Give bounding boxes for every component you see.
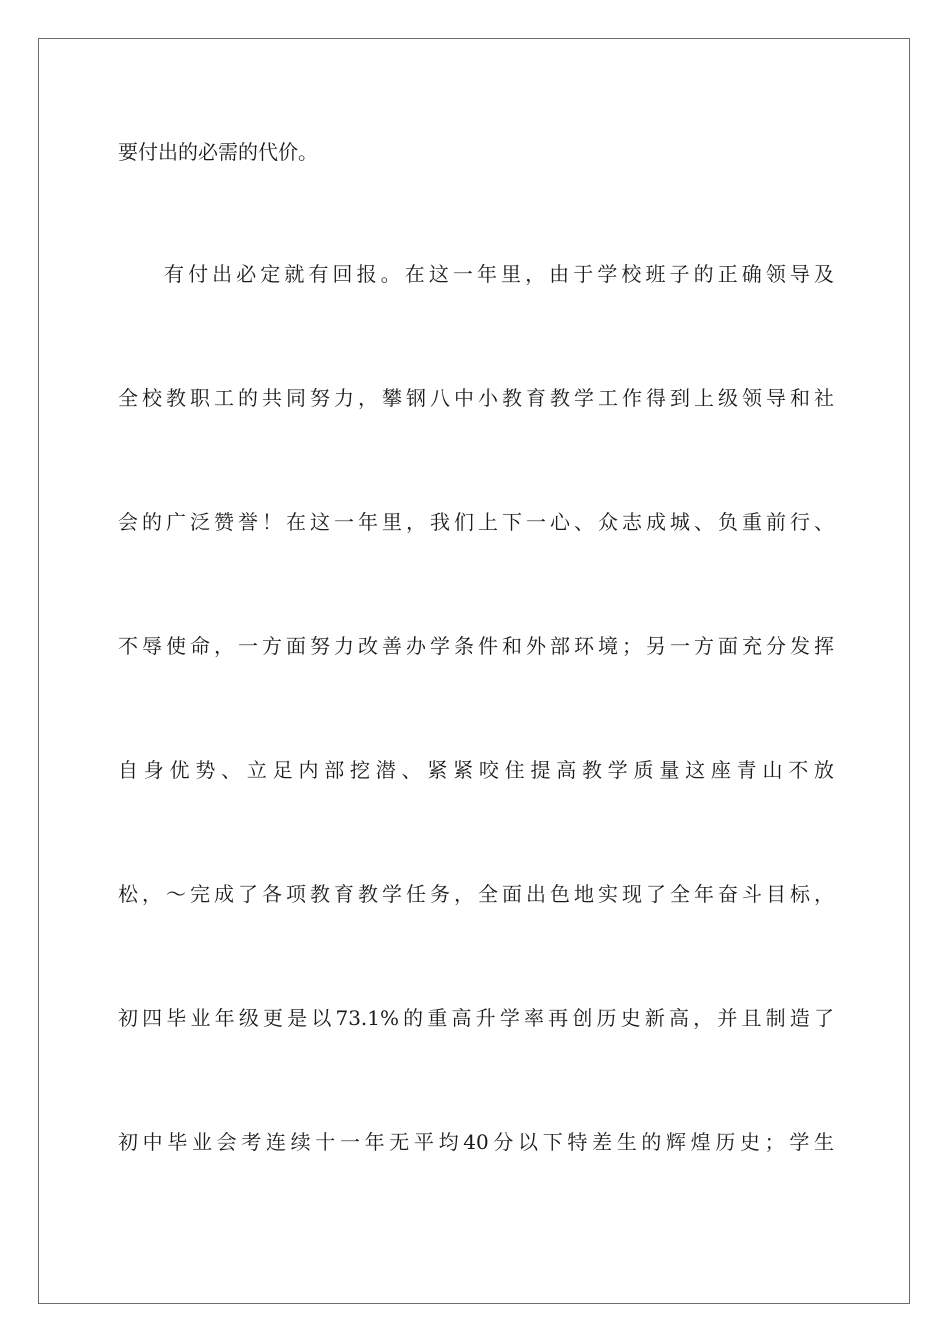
text-line: 会的广泛赞誉！在这一年里，我们上下一心、众志成城、负重前行、 (118, 510, 834, 534)
text-line: 自身优势、立足内部挖潜、紧紧咬住提高教学质量这座青山不放 (118, 758, 834, 782)
text-line: 要付出的必需的代价。 (118, 140, 318, 164)
text-line: 初四毕业年级更是以73.1%的重高升学率再创历史新高，并且制造了 (118, 1006, 834, 1030)
text-line: 全校教职工的共同努力，攀钢八中小教育教学工作得到上级领导和社 (118, 386, 834, 410)
text-line: 松，～完成了各项教育教学任务，全面出色地实现了全年奋斗目标， (118, 882, 834, 906)
paragraph-first-line: 有付出必定就有回报。在这一年里，由于学校班子的正确领导及 (164, 262, 834, 286)
text-line: 不辱使命，一方面努力改善办学条件和外部环境；另一方面充分发挥 (118, 634, 834, 658)
text-line: 初中毕业会考连续十一年无平均40分以下特差生的辉煌历史；学生 (118, 1130, 834, 1154)
page-border (38, 38, 910, 1304)
